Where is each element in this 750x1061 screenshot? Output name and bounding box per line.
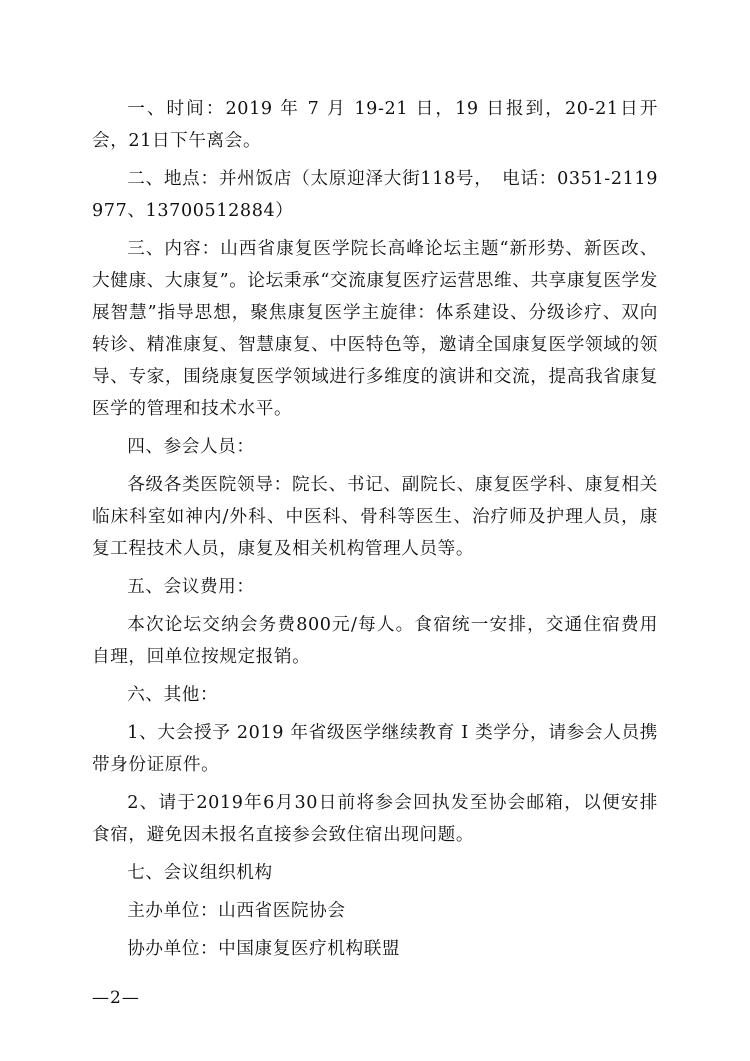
document-body [92, 93, 658, 971]
heading-fees: 五、会议费用： [127, 577, 255, 597]
paragraph-time: 一、时间：2019 年 7 月 19-21 日，19 日报到，20-21日开会，21日下午离会。 [92, 99, 658, 151]
heading-other: 六、其他： [127, 685, 219, 705]
paragraph-content: 三、内容：山西省康复医学院长高峰论坛主题“新形势、新医改、大健康、大康复”。论坛秉承“交流康复医疗运营思维、共享康复医学发展智慧”指导思想，聚焦康复医学主旋律：体系建设、分级诊疗、双向转诊、精准康复、智慧康复、中医特色等，邀请全国康复医学领域的领导、专家，围绕康复医学领域进行多维度的演讲和交流，提高我省康复医学的管理和技术水平。 [92, 239, 658, 419]
paragraph-attendees: 各级各类医院领导：院长、书记、副院长、康复医学科、康复相关临床科室如神内/外科、中医科、骨科等医生、治疗师及护理人员，康复工程技术人员，康复及相关机构管理人员等。 [92, 475, 658, 559]
paragraph-co-host: 协办单位：中国康复医疗机构联盟 [127, 939, 401, 959]
page-number: —2— [92, 988, 140, 1008]
paragraph-host: 主办单位：山西省医院协会 [127, 901, 346, 921]
paragraph-registration: 2、请于2019年6月30日前将参会回执发至协会邮箱，以便安排食宿，避免因未报名直接参会致住宿出现问题。 [92, 793, 658, 845]
heading-attendees: 四、参会人员： [127, 437, 255, 457]
paragraph-credits: 1、大会授予 2019 年省级医学继续教育 I 类学分，请参会人员携带身份证原件。 [92, 723, 658, 775]
paragraph-fees: 本次论坛交纳会务费800元/每人。食宿统一安排，交通住宿费用自理，回单位按规定报销。 [92, 615, 658, 667]
heading-organizers: 七、会议组织机构 [127, 863, 273, 883]
paragraph-location: 二、地点：并州饭店（太原迎泽大街118号， 电话：0351-2119977、13700512884） [92, 169, 658, 221]
